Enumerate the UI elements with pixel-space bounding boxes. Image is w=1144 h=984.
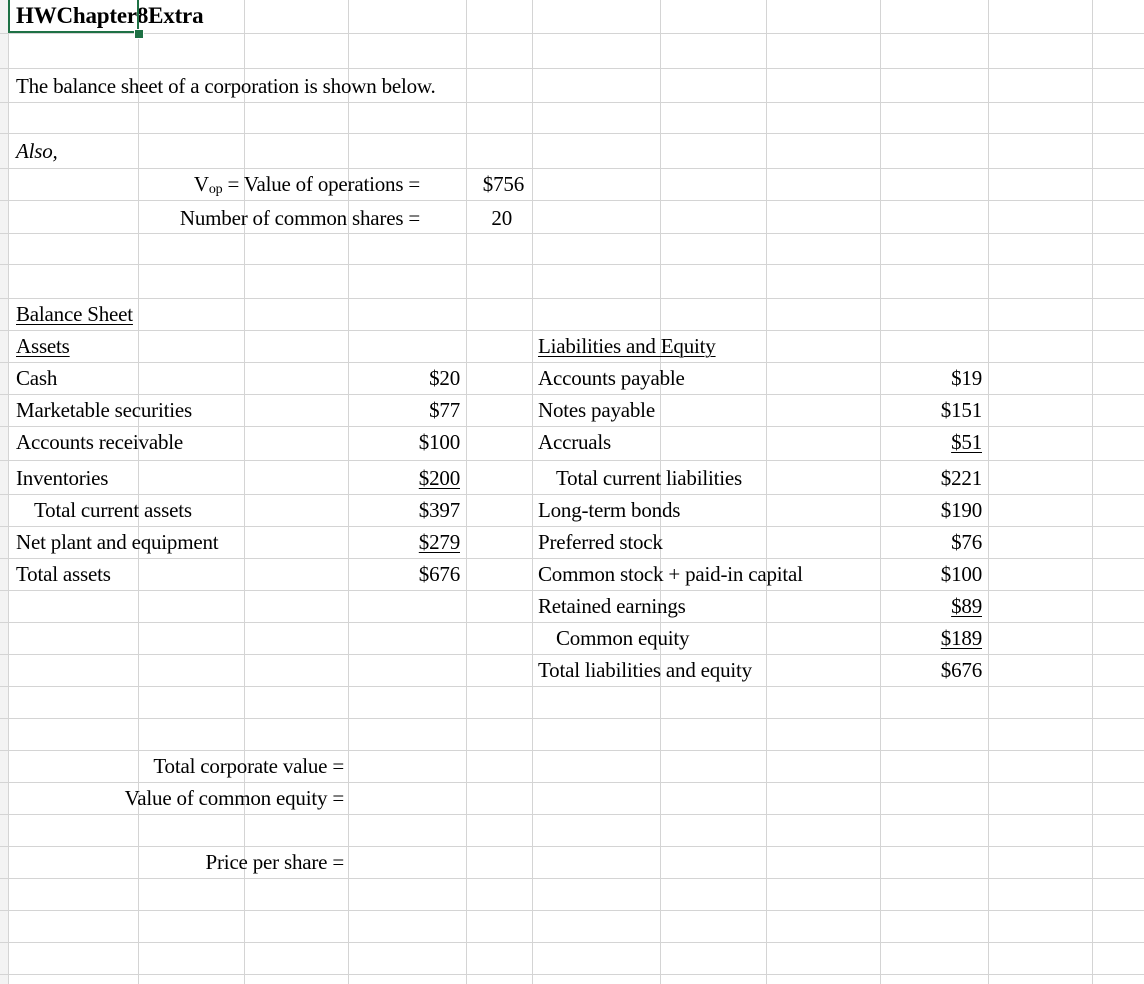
asset-label[interactable]: Inventories — [16, 466, 109, 490]
liability-label[interactable]: Accruals — [538, 430, 612, 454]
asset-value[interactable]: $77 — [429, 398, 460, 422]
asset-value[interactable]: $20 — [429, 366, 460, 390]
gridline — [0, 814, 1144, 815]
gridline — [0, 878, 1144, 879]
gridline — [0, 426, 1144, 427]
gridline — [0, 750, 1144, 751]
asset-value[interactable]: $676 — [418, 562, 460, 586]
asset-label[interactable]: Accounts receivable — [16, 430, 184, 454]
asset-value[interactable]: $200 — [418, 466, 460, 490]
gridline — [8, 0, 9, 984]
gridline — [880, 0, 881, 984]
liability-label[interactable]: Common equity — [556, 626, 690, 650]
liability-value[interactable]: $76 — [951, 530, 982, 554]
shares-value[interactable]: 20 — [491, 206, 512, 230]
gridline — [0, 942, 1144, 943]
also-text[interactable]: Also, — [16, 139, 58, 163]
vop-value[interactable]: $756 — [482, 172, 524, 196]
liability-value[interactable]: $676 — [940, 658, 982, 682]
gridline — [0, 330, 1144, 331]
gridline — [138, 0, 139, 984]
gridline — [0, 526, 1144, 527]
liability-label[interactable]: Notes payable — [538, 398, 655, 422]
gridline — [348, 0, 349, 984]
liability-value[interactable]: $89 — [951, 594, 982, 618]
liability-label[interactable]: Common stock + paid-in capital — [538, 562, 803, 586]
gridline — [0, 362, 1144, 363]
active-cell-outline — [8, 0, 139, 33]
sheet-title[interactable]: HWChapter8Extra — [16, 3, 204, 28]
liability-label[interactable]: Retained earnings — [538, 594, 686, 618]
price-per-share-label[interactable]: Price per share = — [205, 850, 344, 874]
liability-value[interactable]: $151 — [940, 398, 982, 422]
gridline — [0, 33, 1144, 34]
gridline — [0, 590, 1144, 591]
gridline — [0, 233, 1144, 234]
asset-value[interactable]: $279 — [418, 530, 460, 554]
asset-label[interactable]: Net plant and equipment — [16, 530, 219, 554]
gridline — [0, 686, 1144, 687]
gridline — [660, 0, 661, 984]
gridline — [0, 494, 1144, 495]
asset-label[interactable]: Cash — [16, 366, 58, 390]
value-common-equity-label[interactable]: Value of common equity = — [124, 786, 344, 810]
vop-symbol: V — [193, 172, 209, 196]
liability-value[interactable]: $221 — [940, 466, 982, 490]
gridline — [0, 654, 1144, 655]
vop-label[interactable] — [140, 172, 420, 196]
liability-value[interactable]: $100 — [940, 562, 982, 586]
liability-label[interactable]: Long-term bonds — [538, 498, 681, 522]
vop-subscript: op — [208, 182, 223, 197]
gridline — [466, 0, 467, 984]
liability-label[interactable]: Total liabilities and equity — [538, 658, 752, 682]
liabilities-heading[interactable]: Liabilities and Equity — [538, 334, 716, 358]
liability-label[interactable]: Accounts payable — [538, 366, 685, 390]
asset-value[interactable]: $100 — [418, 430, 460, 454]
liability-value[interactable]: $19 — [951, 366, 982, 390]
gridline — [244, 0, 245, 984]
gridline — [988, 0, 989, 984]
assets-heading[interactable]: Assets — [16, 334, 70, 358]
asset-label[interactable]: Total assets — [16, 562, 111, 586]
gridline — [0, 558, 1144, 559]
gridline — [0, 102, 1144, 103]
liability-label[interactable]: Total current liabilities — [556, 466, 742, 490]
liability-value[interactable]: $51 — [951, 430, 982, 454]
gridline — [532, 0, 533, 984]
gridline — [0, 622, 1144, 623]
gridline — [0, 460, 1144, 461]
vop-label-text: = Value of operations = — [227, 172, 420, 196]
gridline — [0, 782, 1144, 783]
liability-value[interactable]: $189 — [940, 626, 982, 650]
asset-value[interactable]: $397 — [418, 498, 460, 522]
balance-sheet-heading[interactable]: Balance Sheet — [16, 302, 133, 326]
gridline — [0, 133, 1144, 134]
gridline — [0, 910, 1144, 911]
gridline — [0, 394, 1144, 395]
gridline — [0, 846, 1144, 847]
gridline — [0, 974, 1144, 975]
total-corporate-value-label[interactable]: Total corporate value = — [153, 754, 344, 778]
liability-value[interactable]: $190 — [940, 498, 982, 522]
asset-label[interactable]: Total current assets — [34, 498, 192, 522]
shares-label[interactable]: Number of common shares = — [179, 206, 420, 230]
fill-handle[interactable] — [134, 29, 144, 39]
gridline — [0, 68, 1144, 69]
liability-label[interactable]: Preferred stock — [538, 530, 663, 554]
gridline — [766, 0, 767, 984]
intro-text[interactable]: The balance sheet of a corporation is shown below. — [16, 74, 436, 98]
asset-label[interactable]: Marketable securities — [16, 398, 192, 422]
gridline — [0, 718, 1144, 719]
gridline — [1092, 0, 1093, 984]
gridline — [0, 298, 1144, 299]
gridline — [0, 264, 1144, 265]
gridline — [0, 168, 1144, 169]
gridline — [0, 200, 1144, 201]
